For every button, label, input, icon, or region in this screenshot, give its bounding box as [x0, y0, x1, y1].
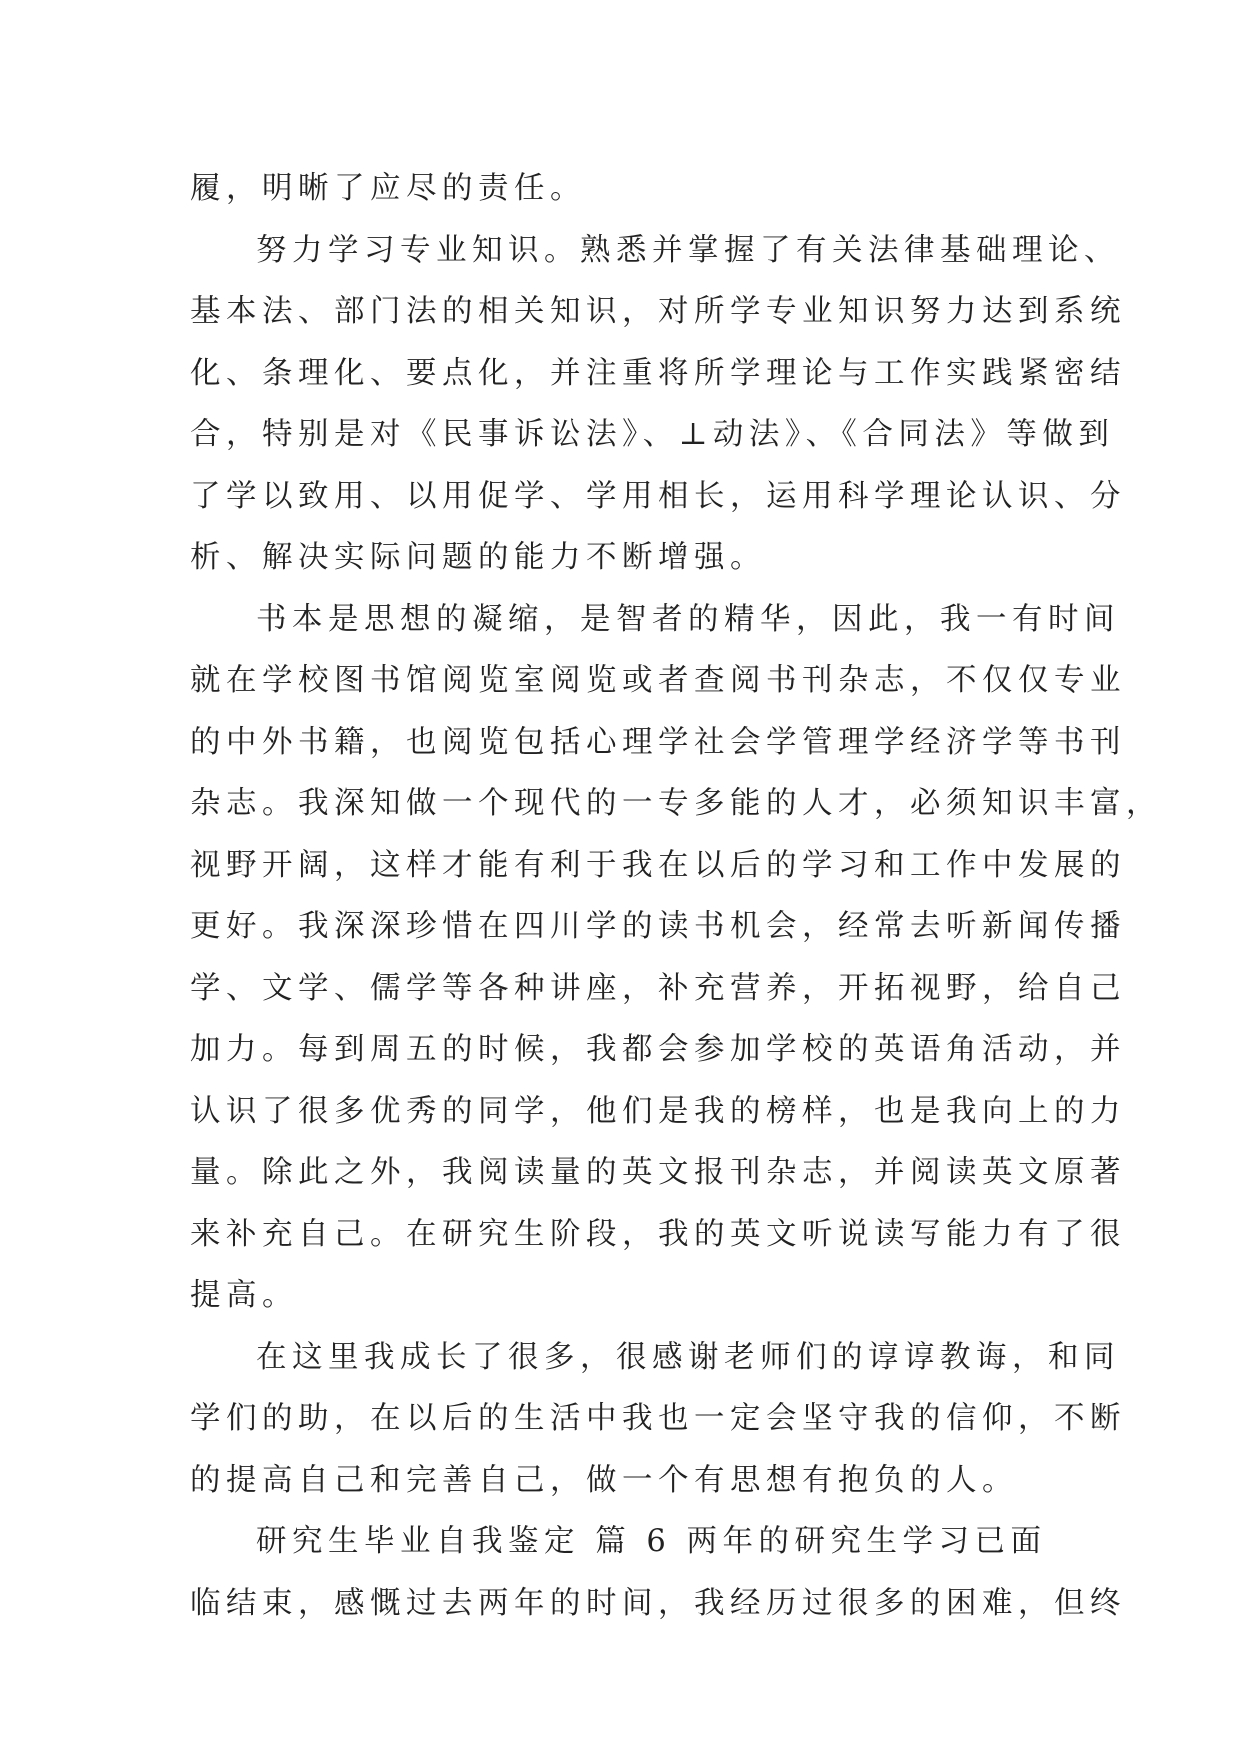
text-line: 履，明晰了应尽的责任。 — [190, 171, 586, 206]
text-line: 更好。我深深珍惜在四川学的读书机会，经常去听新闻传播 — [190, 909, 1126, 944]
text-line: 在这里我成长了很多，很感谢老师们的谆谆教诲，和同 — [256, 1339, 1120, 1375]
body-text — [190, 158, 1162, 1634]
text-line: 化、条理化、要点化，并注重将所学理论与工作实践紧密结 — [190, 355, 1126, 391]
text-line: 的中外书籍，也阅览包括心理学社会学管理学经济学等书刊 — [190, 724, 1126, 760]
text-line: 的提高自己和完善自己，做一个有思想有抱负的人。 — [190, 1462, 1018, 1498]
text-line: 认识了很多优秀的同学，他们是我的榜样，也是我向上的力 — [190, 1093, 1126, 1129]
text-line: 基本法、部门法的相关知识，对所学专业知识努力达到系统 — [190, 294, 1126, 329]
text-line: 来补充自己。在研究生阶段，我的英文听说读写能力有了很 — [190, 1216, 1126, 1252]
text-line: 了学以致用、以用促学、学用相长，运用科学理论认识、分 — [190, 478, 1126, 514]
text-line: 提高。 — [190, 1278, 298, 1313]
text-line: 合，特别是对《民事诉讼法》、⊥动法》、《合同法》等做到 — [190, 417, 1115, 452]
text-line: 研究生毕业自我鉴定 篇 6 两年的研究生学习已面 — [256, 1524, 1047, 1559]
text-line: 努力学习专业知识。熟悉并掌握了有关法律基础理论、 — [256, 232, 1120, 268]
text-line: 临结束，感慨过去两年的时间，我经历过很多的困难，但终 — [190, 1585, 1126, 1621]
text-line: 就在学校图书馆阅览室阅览或者查阅书刊杂志，不仅仅专业 — [190, 663, 1126, 698]
text-line: 量。除此之外，我阅读量的英文报刊杂志，并阅读英文原著 — [190, 1155, 1126, 1190]
text-line: 学们的助，在以后的生活中我也一定会坚守我的信仰，不断 — [190, 1401, 1126, 1436]
text-line: 杂志。我深知做一个现代的一专多能的人才，必须知识丰富， — [190, 786, 1162, 821]
text-line: 视野开阔，这样才能有利于我在以后的学习和工作中发展的 — [190, 847, 1126, 883]
text-line: 析、解决实际问题的能力不断增强。 — [190, 540, 766, 575]
text-line: 加力。每到周五的时候，我都会参加学校的英语角活动，并 — [190, 1032, 1126, 1067]
text-line: 书本是思想的凝缩，是智者的精华，因此，我一有时间 — [256, 601, 1120, 637]
text-line: 学、文学、儒学等各种讲座，补充营养，开拓视野，给自己 — [190, 970, 1126, 1006]
